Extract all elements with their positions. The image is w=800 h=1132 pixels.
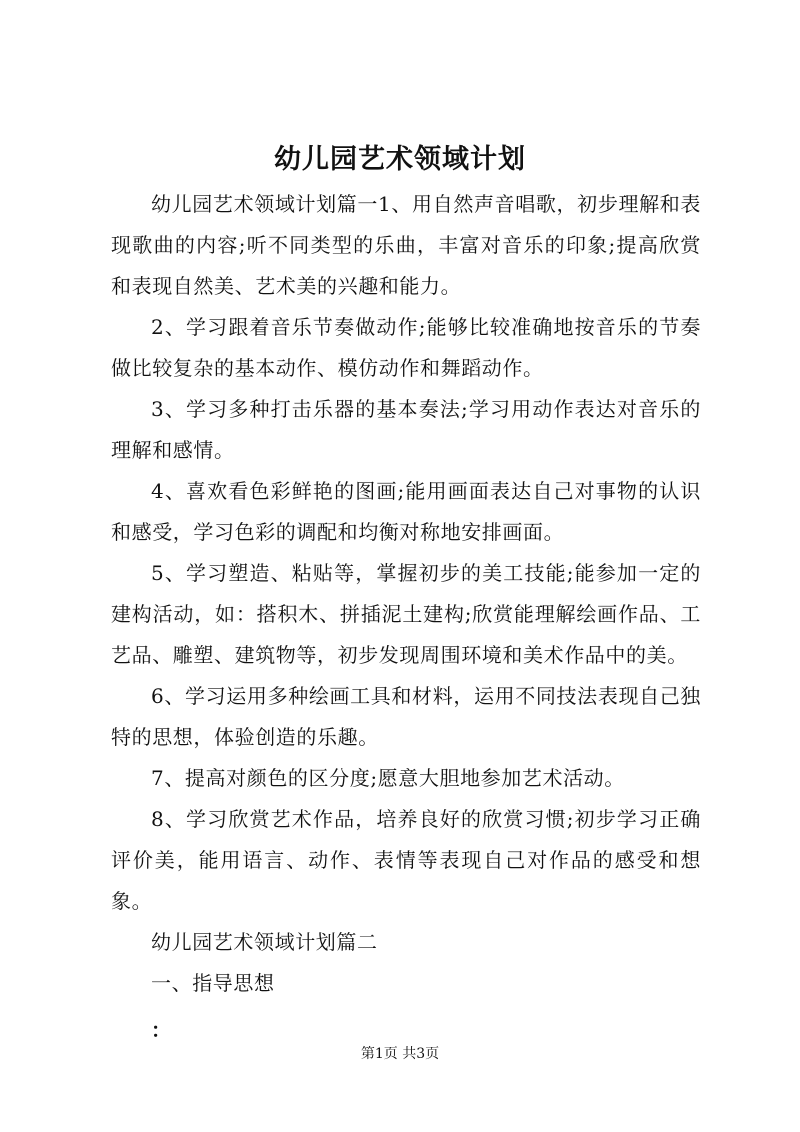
page-number-footer: 第1页 共3页 — [360, 1046, 440, 1062]
paragraph-7: 7、提高对颜色的区分度;愿意大胆地参加艺术活动。 — [151, 766, 625, 790]
colon-line: ： — [151, 1018, 172, 1042]
paragraph-3: 3、学习多种打击乐器的基本奏法;学习用动作表达对音乐的理解和感情。 — [111, 397, 701, 462]
document-body — [111, 184, 701, 1051]
paragraph-5: 5、学习塑造、粘贴等，掌握初步的美工技能;能参加一定的建构活动，如：搭积木、拼插泥土建构;欣赏能理解绘画作品、工艺品、雕塑、建筑物等，初步发现周围环境和美术作品中的美。 — [111, 561, 701, 667]
subheading-guiding-ideology: 一、指导思想 — [151, 971, 275, 995]
paragraph-2: 2、学习跟着音乐节奏做动作;能够比较准确地按音乐的节奏做比较复杂的基本动作、模仿动作和舞蹈动作。 — [111, 315, 701, 380]
paragraph-4: 4、喜欢看色彩鲜艳的图画;能用画面表达自己对事物的认识和感受，学习色彩的调配和均衡对称地安排画面。 — [111, 479, 701, 544]
paragraph-1: 幼儿园艺术领域计划篇一1、用自然声音唱歌，初步理解和表现歌曲的内容;听不同类型的乐曲，丰富对音乐的印象;提高欣赏和表现自然美、艺术美的兴趣和能力。 — [111, 192, 701, 298]
paragraph-6: 6、学习运用多种绘画工具和材料，运用不同技法表现自己独特的思想，体验创造的乐趣。 — [111, 684, 701, 749]
document-title: 幼儿园艺术领域计划 — [274, 144, 526, 175]
paragraph-8: 8、学习欣赏艺术作品，培养良好的欣赏习惯;初步学习正确评价美，能用语言、动作、表情等表现自己对作品的感受和想象。 — [111, 807, 701, 913]
section-heading-part-two: 幼儿园艺术领域计划篇二 — [151, 930, 378, 954]
